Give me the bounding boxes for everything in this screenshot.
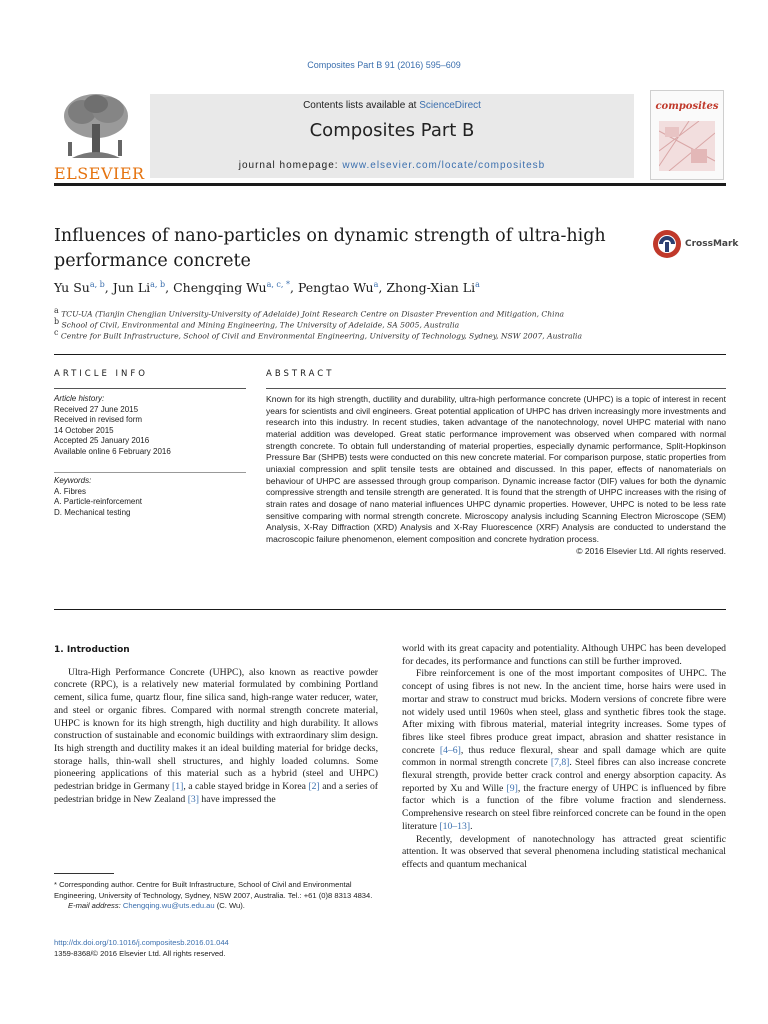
journal-cover-image[interactable] — [650, 90, 724, 180]
keywords-label: Keywords: — [54, 476, 92, 485]
corresponding-author-footnote — [54, 880, 378, 912]
history-item: Received 27 June 2015 — [54, 404, 139, 414]
affiliation-mark: b — [54, 317, 60, 326]
author-name[interactable]: Yu Su — [54, 280, 90, 296]
body-column-left — [54, 644, 378, 806]
affiliation-mark: a — [54, 306, 59, 315]
body-paragraph — [54, 667, 378, 807]
history-item: Available online 6 February 2016 — [54, 446, 171, 456]
journal-masthead — [54, 88, 726, 182]
reference-link[interactable]: [4–6] — [439, 744, 461, 756]
body-text: and a series of pedestrian bridge in New Zealand — [54, 781, 379, 805]
affiliation-text: Centre for Built Infrastructure, School of Civil and Environmental Engineering, University of Technology, Sydney, NSW 2007, Australia — [60, 331, 582, 341]
crossmark-label: CrossMark — [685, 239, 739, 249]
author-affiliation-marks[interactable]: a — [373, 280, 379, 289]
contents-line — [150, 100, 634, 111]
author-affiliation-marks[interactable]: a, c, * — [266, 280, 290, 289]
body-paragraph: Recently, development of nanotechnology has attracted great scientific attention. It was observed that several phenomena including statistical mechanical effects and quantum mechanical — [402, 833, 726, 870]
body-text: , thus reduce flexural, shear and spall damage which are quite common in normal strength concrete — [402, 744, 726, 769]
crossmark-badge[interactable] — [652, 229, 739, 261]
affiliation-text: School of Civil, Environmental and Mining Engineering, The University of Adelaide, SA 5005, Australia — [61, 320, 460, 330]
article-info-heading: ARTICLE INFO — [54, 369, 148, 379]
cover-graphic — [659, 121, 715, 171]
body-text: , a cable stayed bridge in Korea — [183, 781, 309, 793]
section-rule — [54, 609, 726, 610]
footnote-text: * Corresponding author. Centre for Built Infrastructure, School of Civil and Environmental Engineering, University of Technology, Sydney, NSW 2007, Australia. Tel.: +61 (0)8 8313 4834. — [54, 880, 373, 900]
abstract-paragraph: Known for its high strength, ductility and durability, ultra-high performance concrete (UHPC) is a topic of interest in recent years for scientists and civil engineers. Great potential application of UHPC has driven increasingly more investments and research into this industry. In recent studies, taken advantage of the nanotechnology, novel UHPC material with nano material addition was developed. Great static performance improvement was observed when compared with normal strength concrete. To obtain full understanding of material properties, especially dynamic performance, Split-Hopkinson Pressure Bar (SHPB) tests were conducted on this new concrete material. For comparison purpose, static properties from uniaxial compression and split tensile tests are obtained and discussed. In this paper, effects of nanomaterials on behaviour of UHPC are assessed through group comparison. Dynamic increase factor (DIF) values for both the dynamic compressive strength and tensile strength are generated. It is found that the strength of UHPC increases with the rising of strain rates and dosage of nano material influences UHPC dynamic properties. However, UHPC is noted to be less rate sensitive comparing with normal strength concrete. Microscopy analysis including Scanning Electron Microscope (SEM) Analysis, X-Ray Diffraction (XRD) Analysis and X-Ray Fluorescence (XRF) Analysis are conducted to understand the macroscopic failure phenomenon, element composition and concrete hydration process. — [266, 394, 726, 544]
abstract-rule — [266, 388, 726, 389]
affiliation-text: TCU-UA (Tianjin Chengjian University-University of Adelaide) Joint Research Centre on Disaster Prevention and Mitigation, China — [61, 309, 564, 319]
author-separator: , — [165, 280, 174, 296]
body-text: Fibre reinforcement is one of the most important composites of UHPC. The concept of using fibres is not new. In the ancient time, horse hairs were used in mortar and straw to construct mud bricks. Modern versions of concrete fibre were not widely used until 1960s when steel, glass and synthetic fibres took the stage. After mixing with fibrous material, material integrity increases. Some types of fibres like steel fibres produce great impact, abrasion and shatter resistance in concrete — [402, 668, 726, 756]
author-list — [54, 280, 726, 295]
journal-citation[interactable]: Composites Part B 91 (2016) 595–609 — [307, 60, 461, 70]
doi-block — [54, 938, 378, 959]
author-separator: , — [104, 280, 113, 296]
keywords — [54, 476, 246, 518]
keywords-rule — [54, 472, 246, 473]
homepage-line — [150, 160, 634, 171]
body-paragraph: world with its great capacity and potentiality. Although UHPC has been developed for decades, its performance and functions can still be further improved. — [402, 643, 726, 667]
reference-link[interactable]: [9] — [506, 782, 518, 794]
body-column-right — [402, 643, 726, 872]
history-label: Article history: — [54, 394, 105, 403]
body-text: . — [470, 820, 473, 832]
author-separator: , — [378, 280, 387, 296]
publisher-name: ELSEVIER — [54, 164, 145, 183]
abstract-heading: ABSTRACT — [266, 369, 335, 379]
keyword-item: A. Particle-reinforcement — [54, 497, 143, 507]
author-affiliation-marks[interactable]: a — [475, 280, 480, 289]
section-rule — [54, 354, 726, 355]
author-name[interactable]: Jun Li — [112, 280, 151, 296]
masthead-rule — [54, 183, 726, 186]
author-name[interactable]: Zhong-Xian Li — [386, 280, 476, 296]
article-info-rule — [54, 388, 246, 389]
reference-link[interactable]: [3] — [187, 793, 199, 805]
reference-link[interactable]: [2] — [308, 781, 320, 793]
body-paragraph — [402, 668, 726, 833]
crossmark-icon — [652, 229, 682, 259]
history-item: 14 October 2015 — [54, 425, 114, 435]
keyword-item: A. Fibres — [54, 486, 87, 496]
email-suffix: (C. Wu). — [214, 901, 245, 911]
body-text: , the fracture energy of UHPC is influenced by fibre factor which is a function of the fibre volume fraction and slenderness. Comprehensive research on steel fibre reinforced concrete can be found in the open literature — [402, 782, 726, 832]
section-heading-introduction: 1. Introduction — [54, 645, 130, 655]
article-history — [54, 394, 246, 458]
author-name[interactable]: Chengqing Wu — [173, 280, 267, 296]
email-label: E-mail address: — [68, 901, 123, 911]
issn-line: 1359-8368/© 2016 Elsevier Ltd. All rights reserved. — [54, 948, 226, 958]
author-separator: , — [289, 280, 298, 296]
abstract-body — [266, 394, 726, 557]
elsevier-logo[interactable] — [54, 90, 145, 183]
body-text: have impressed the — [199, 793, 276, 805]
cover-title: composites — [655, 101, 719, 112]
reference-link[interactable]: [7,8] — [550, 757, 570, 769]
contents-prefix: Contents lists available at — [303, 100, 420, 111]
reference-link[interactable]: [10–13] — [439, 820, 471, 832]
keyword-item: D. Mechanical testing — [54, 507, 131, 517]
elsevier-tree-icon — [60, 90, 132, 162]
author-name[interactable]: Pengtao Wu — [297, 280, 374, 296]
doi-link[interactable]: http://dx.doi.org/10.1016/j.compositesb.2016.01.044 — [54, 938, 229, 947]
body-text: . Steel fibres can also increase concrete flexural strength, provide better crack control and energy absorption capacity. As reported by Xu and Wille — [402, 757, 726, 794]
footnote-email-line — [54, 901, 378, 912]
masthead-band — [150, 94, 634, 178]
paper-title: Influences of nano-particles on dynamic strength of ultra-high performance concrete — [54, 226, 606, 271]
author-affiliation-marks[interactable]: a, b — [150, 280, 166, 289]
journal-homepage-link[interactable]: www.elsevier.com/locate/compositesb — [342, 160, 546, 171]
history-item: Received in revised form — [54, 415, 143, 425]
affiliation-c — [54, 328, 726, 341]
journal-title: Composites Part B — [309, 120, 475, 141]
body-text: Ultra-High Performance Concrete (UHPC), also known as reactive powder concrete (RPC), is a relatively new material formulated by combining Portland cement, silica fume, quartz flour, fine silica sand, high-range water reducer, water, and steel or organic fibres. Compared with normal strength concrete material, UHPC is known for its high strength, high ductility and high durability. It allows construction of sustainable and economic buildings with extraordinary slim design. Its high strength and ductility makes it an ideal building material for bridge decks, storage halls, thin-wall shell structures, and highly loaded columns. Some pioneering applications of this material such as a hybrid (steel and UHPC) pedestrian bridge in Germany — [54, 666, 378, 793]
email-link[interactable]: Chengqing.wu@uts.edu.au — [122, 901, 215, 911]
affiliation-mark: c — [54, 328, 59, 337]
homepage-prefix: journal homepage: — [238, 160, 343, 171]
sciencedirect-link[interactable]: ScienceDirect — [419, 100, 481, 111]
history-item: Accepted 25 January 2016 — [54, 436, 150, 446]
footnote-rule — [54, 873, 114, 874]
abstract-copyright: © 2016 Elsevier Ltd. All rights reserved. — [576, 545, 726, 556]
reference-link[interactable]: [1] — [172, 781, 184, 793]
author-affiliation-marks[interactable]: a, b — [89, 280, 105, 289]
